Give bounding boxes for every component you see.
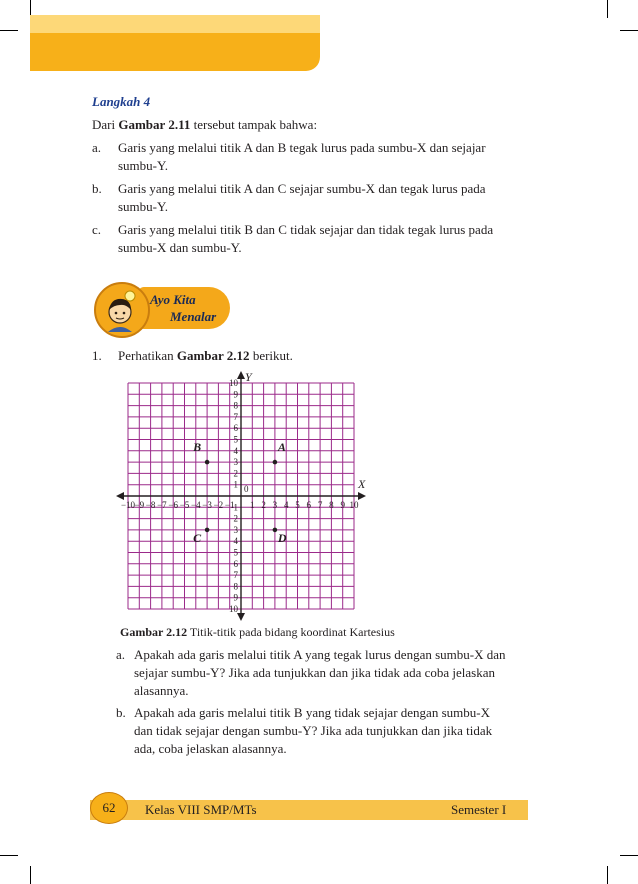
subquestion-marker: b. — [116, 705, 126, 720]
y-tick-label: 5 — [233, 434, 238, 445]
subquestion-line: Apakah ada garis melalui titik A yang tegak lurus dengan sumbu-X dan — [134, 647, 506, 662]
x-tick-label: 1 — [250, 500, 255, 510]
statement-line: sumbu-X dan sumbu-Y. — [118, 240, 242, 255]
x-tick-label: −10 — [120, 500, 136, 510]
ayo-line1: Ayo Kita — [150, 292, 196, 307]
figure-caption — [120, 624, 395, 641]
question-ref: Gambar 2.12 — [176, 348, 250, 363]
y-tick-label: 4 — [233, 536, 238, 547]
point-label-d: D — [277, 530, 287, 545]
y-axis-label: Y — [245, 370, 252, 384]
subquestion-line: Apakah ada garis melalui titik B yang tidak sejajar dengan sumbu-X — [134, 705, 490, 720]
point-c — [205, 528, 210, 533]
x-axis-arrow-left — [116, 492, 124, 500]
subquestion-line: dan tidak sejajar dengan sumbu-Y? Jika ada tunjukkan dan jika tidak — [134, 723, 493, 738]
y-tick-label: 2 — [233, 513, 238, 524]
x-tick-label: 10 — [349, 500, 359, 510]
x-tick-label: 6 — [306, 500, 312, 510]
x-tick-label: −5 — [179, 500, 190, 510]
subquestion-line: alasannya. — [134, 683, 189, 698]
statement-line: Garis yang melalui titik B dan C tidak sejajar dan tidak tegak lurus pada — [118, 222, 494, 237]
x-tick-label: −1 — [224, 500, 235, 510]
subquestion-marker: a. — [116, 647, 126, 662]
y-tick-label: 9 — [233, 389, 238, 400]
intro-ref: Gambar 2.11 — [118, 117, 191, 132]
question-marker: 1. — [92, 348, 102, 363]
y-tick-label: 3 — [233, 524, 238, 535]
x-tick-label: −7 — [157, 500, 167, 510]
x-tick-label: −4 — [191, 500, 201, 510]
x-tick-label: 8 — [329, 500, 334, 510]
statement-marker: c. — [92, 222, 102, 237]
statement-line: sumbu-Y. — [118, 199, 168, 214]
subquestion-line: sejajar sumbu-Y? Jika ada tunjukkan dan jika tidak ada coba jelaskan — [134, 665, 495, 680]
question-prefix: Perhatikan — [118, 348, 177, 363]
x-tick-label: −9 — [134, 500, 145, 510]
page-number: 62 — [90, 792, 128, 824]
y-axis-arrow-down — [237, 613, 245, 621]
ayo-line2: Menalar — [170, 309, 217, 324]
x-tick-label: −8 — [145, 500, 156, 510]
y-tick-label: 2 — [233, 468, 238, 479]
statement-line: sumbu-Y. — [118, 158, 168, 173]
y-tick-label: 4 — [233, 445, 238, 456]
x-axis-arrow-right — [358, 492, 366, 500]
x-tick-label: 3 — [272, 500, 278, 510]
x-tick-label: −3 — [202, 500, 212, 510]
footer-left-text: Kelas VIII SMP/MTs — [145, 802, 257, 817]
statement-marker: b. — [92, 181, 102, 196]
y-tick-label: 6 — [233, 423, 238, 434]
point-label-c: C — [193, 530, 202, 545]
x-tick-label: −6 — [168, 500, 178, 510]
statement-line: Garis yang melalui titik A dan C sejajar sumbu-X dan tegak lurus pada — [118, 181, 486, 196]
statement-line: Garis yang melalui titik A dan B tegak lurus pada sumbu-X dan sejajar — [118, 140, 486, 155]
intro-suffix: tersebut tampak bahwa: — [190, 117, 318, 132]
y-tick-label: 3 — [233, 457, 238, 468]
point-b — [205, 460, 210, 465]
subquestion-line: ada, coba jelaskan alasannya. — [134, 741, 287, 756]
y-tick-label: 8 — [233, 581, 238, 592]
y-tick-label: 6 — [233, 558, 238, 569]
y-tick-label: 7 — [233, 570, 238, 581]
y-tick-label: 10 — [229, 378, 238, 388]
x-tick-label: 5 — [295, 500, 300, 510]
intro-prefix: Dari — [92, 117, 119, 132]
x-tick-label: 7 — [317, 500, 323, 510]
y-tick-label: 8 — [233, 400, 238, 411]
caption-text: Titik-titik pada bidang koordinat Kartesius — [187, 625, 395, 639]
x-axis-label: X — [358, 477, 366, 491]
y-tick-label: 1 — [233, 502, 238, 513]
caption-ref: Gambar 2.12 — [120, 625, 188, 639]
point-a — [273, 460, 278, 465]
question-suffix: berikut. — [249, 348, 293, 363]
y-tick-label: 7 — [233, 411, 238, 422]
point-label-b: B — [193, 440, 202, 455]
point-label-a: A — [277, 440, 286, 455]
point-d — [273, 528, 278, 533]
x-tick-label: 4 — [283, 500, 289, 510]
footer-right-text: Semester I — [451, 802, 507, 817]
y-tick-label: 9 — [233, 592, 238, 603]
x-tick-label: 2 — [261, 500, 266, 510]
x-tick-label: −2 — [213, 500, 224, 510]
step-title: Langkah 4 — [92, 94, 151, 109]
y-tick-label: 1 — [233, 479, 238, 490]
origin-label: 0 — [244, 484, 249, 494]
statement-marker: a. — [92, 140, 102, 155]
y-tick-label: 10 — [229, 604, 238, 614]
y-tick-label: 5 — [233, 547, 238, 558]
y-axis-arrow-up — [237, 371, 245, 379]
x-tick-label: 9 — [340, 500, 345, 510]
